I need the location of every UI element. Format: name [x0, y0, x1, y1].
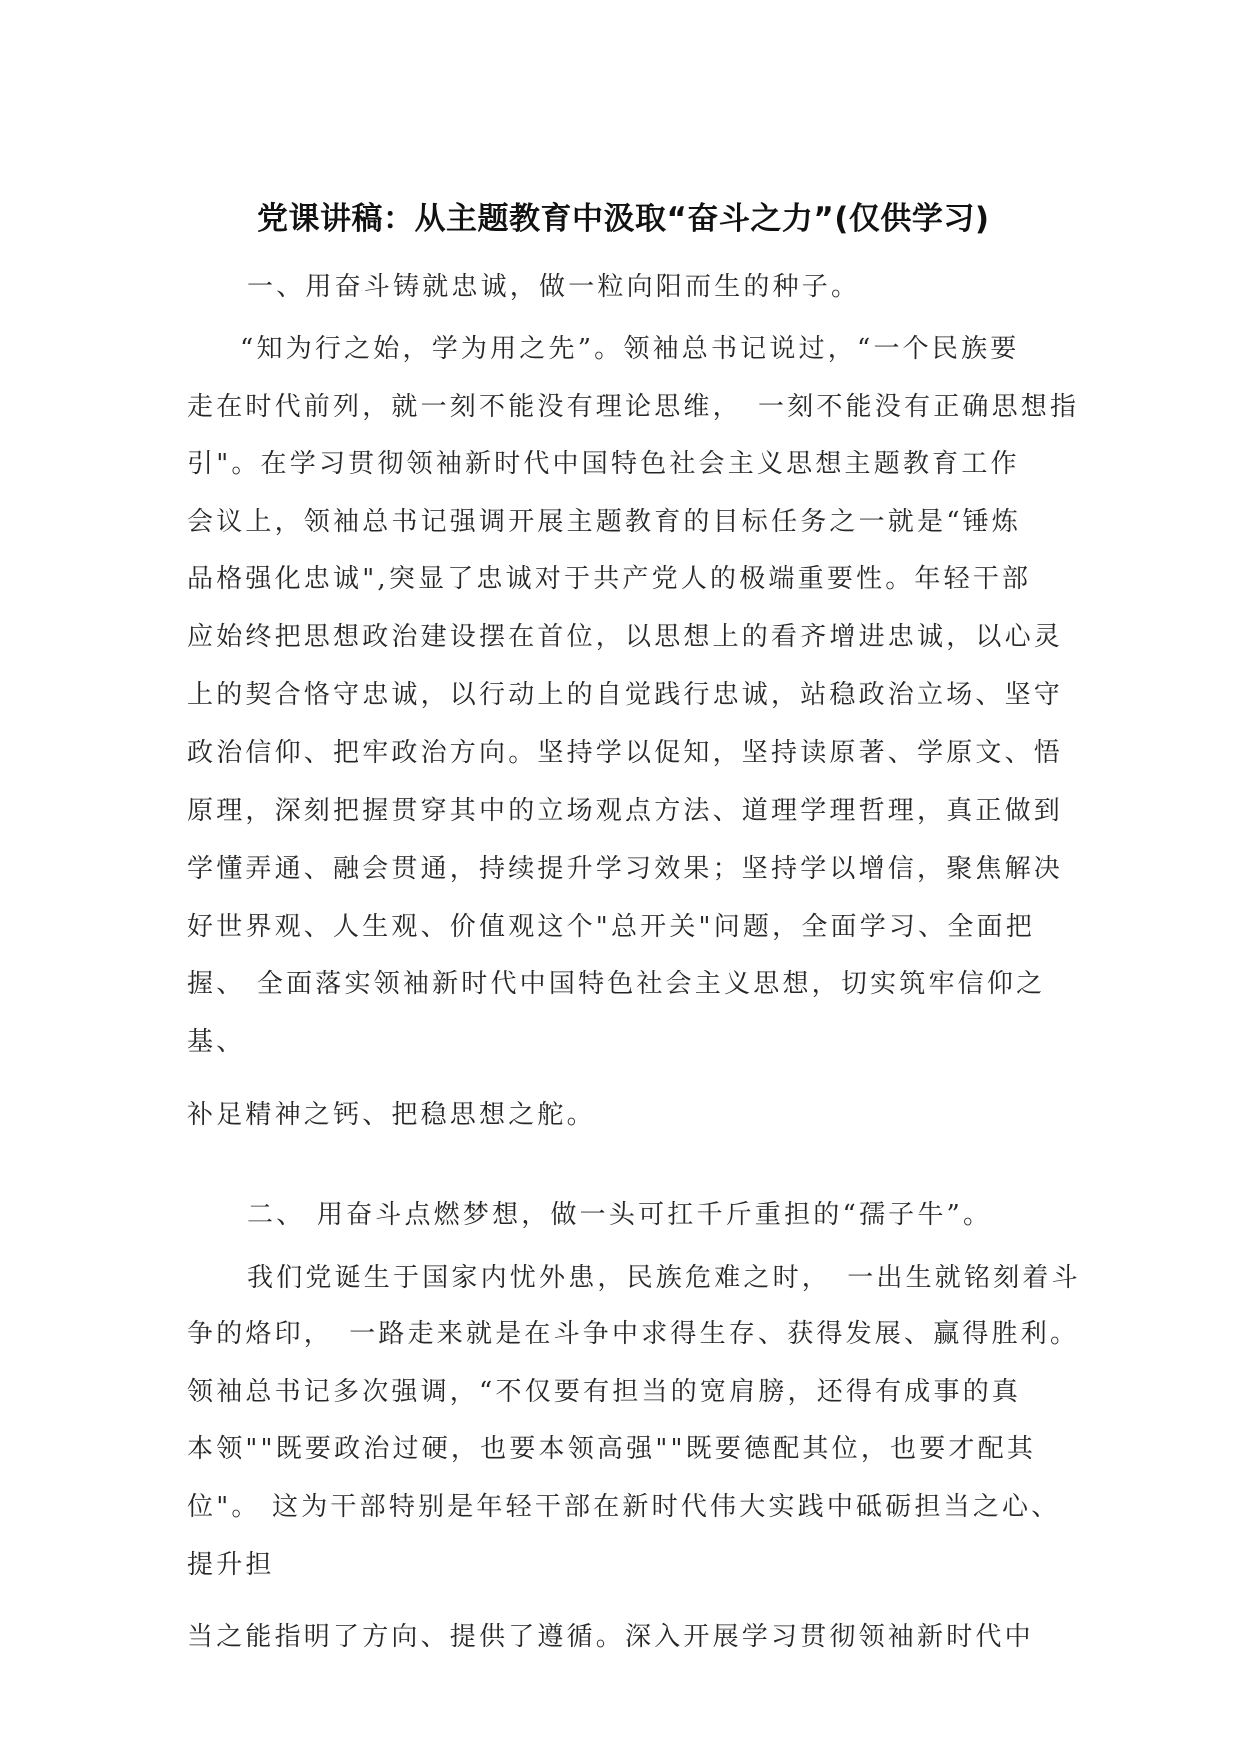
paragraph-line: 引"。在学习贯彻领袖新时代中国特色社会主义思想主题教育工作: [187, 449, 1020, 479]
section-heading-2: 二、 用奋斗点燃梦想，做一头可扛千斤重担的“孺子牛”。: [247, 1200, 993, 1230]
document-title: 党课讲稿：从主题教育中汲取“奋斗之力”(仅供学习): [257, 201, 990, 237]
paragraph-line: 走在时代前列，就一刻不能没有理论思维， 一刻不能没有正确思想指: [187, 392, 1080, 422]
paragraph-line: 领袖总书记多次强调，“不仅要有担当的宽肩膀，还得有成事的真: [187, 1377, 1022, 1407]
paragraph-line: 政治信仰、把牢政治方向。坚持学以促知，坚持读原著、学原文、悟: [187, 738, 1064, 768]
paragraph-line: 应始终把思想政治建设摆在首位，以思想上的看齐增进忠诚，以心灵: [187, 622, 1064, 652]
paragraph-line: 补足精神之钙、把稳思想之舵。: [187, 1100, 596, 1130]
paragraph-line: 位"。 这为干部特别是年轻干部在新时代伟大实践中砥砺担当之心、: [187, 1492, 1061, 1522]
paragraph-line: 基、: [187, 1027, 246, 1057]
paragraph-line: 提升担: [187, 1550, 275, 1580]
paragraph-line: 上的契合恪守忠诚，以行动上的自觉践行忠诚，站稳政治立场、坚守: [187, 680, 1064, 710]
paragraph-line: 品格强化忠诚",突显了忠诚对于共产党人的极端重要性。年轻干部: [187, 564, 1032, 594]
paragraph-line: 当之能指明了方向、提供了遵循。深入开展学习贯彻领袖新时代中: [187, 1622, 1034, 1652]
paragraph-line: 原理，深刻把握贯穿其中的立场观点方法、道理学理哲理，真正做到: [187, 796, 1064, 826]
paragraph-line: 本领""既要政治过硬，也要本领高强""既要德配其位，也要才配其: [187, 1434, 1037, 1464]
paragraph-line: 学懂弄通、融会贯通，持续提升学习效果；坚持学以增信，聚焦解决: [187, 854, 1064, 884]
paragraph-line: 争的烙印， 一路走来就是在斗争中求得生存、获得发展、赢得胜利。: [187, 1319, 1080, 1349]
paragraph-line: 会议上，领袖总书记强调开展主题教育的目标任务之一就是“锤炼: [187, 507, 1022, 537]
section-heading-1: 一、用奋斗铸就忠诚，做一粒向阳而生的种子。: [247, 272, 861, 302]
paragraph-line: “知为行之始，学为用之先”。领袖总书记说过，“一个民族要: [240, 334, 1020, 364]
paragraph-line: 握、 全面落实领袖新时代中国特色社会主义思想，切实筑牢信仰之: [187, 969, 1046, 999]
paragraph-line: 好世界观、人生观、价值观这个"总开关"问题，全面学习、全面把: [187, 912, 1035, 942]
paragraph-line: 我们党诞生于国家内忧外患，民族危难之时， 一出生就铭刻着斗: [247, 1263, 1081, 1293]
